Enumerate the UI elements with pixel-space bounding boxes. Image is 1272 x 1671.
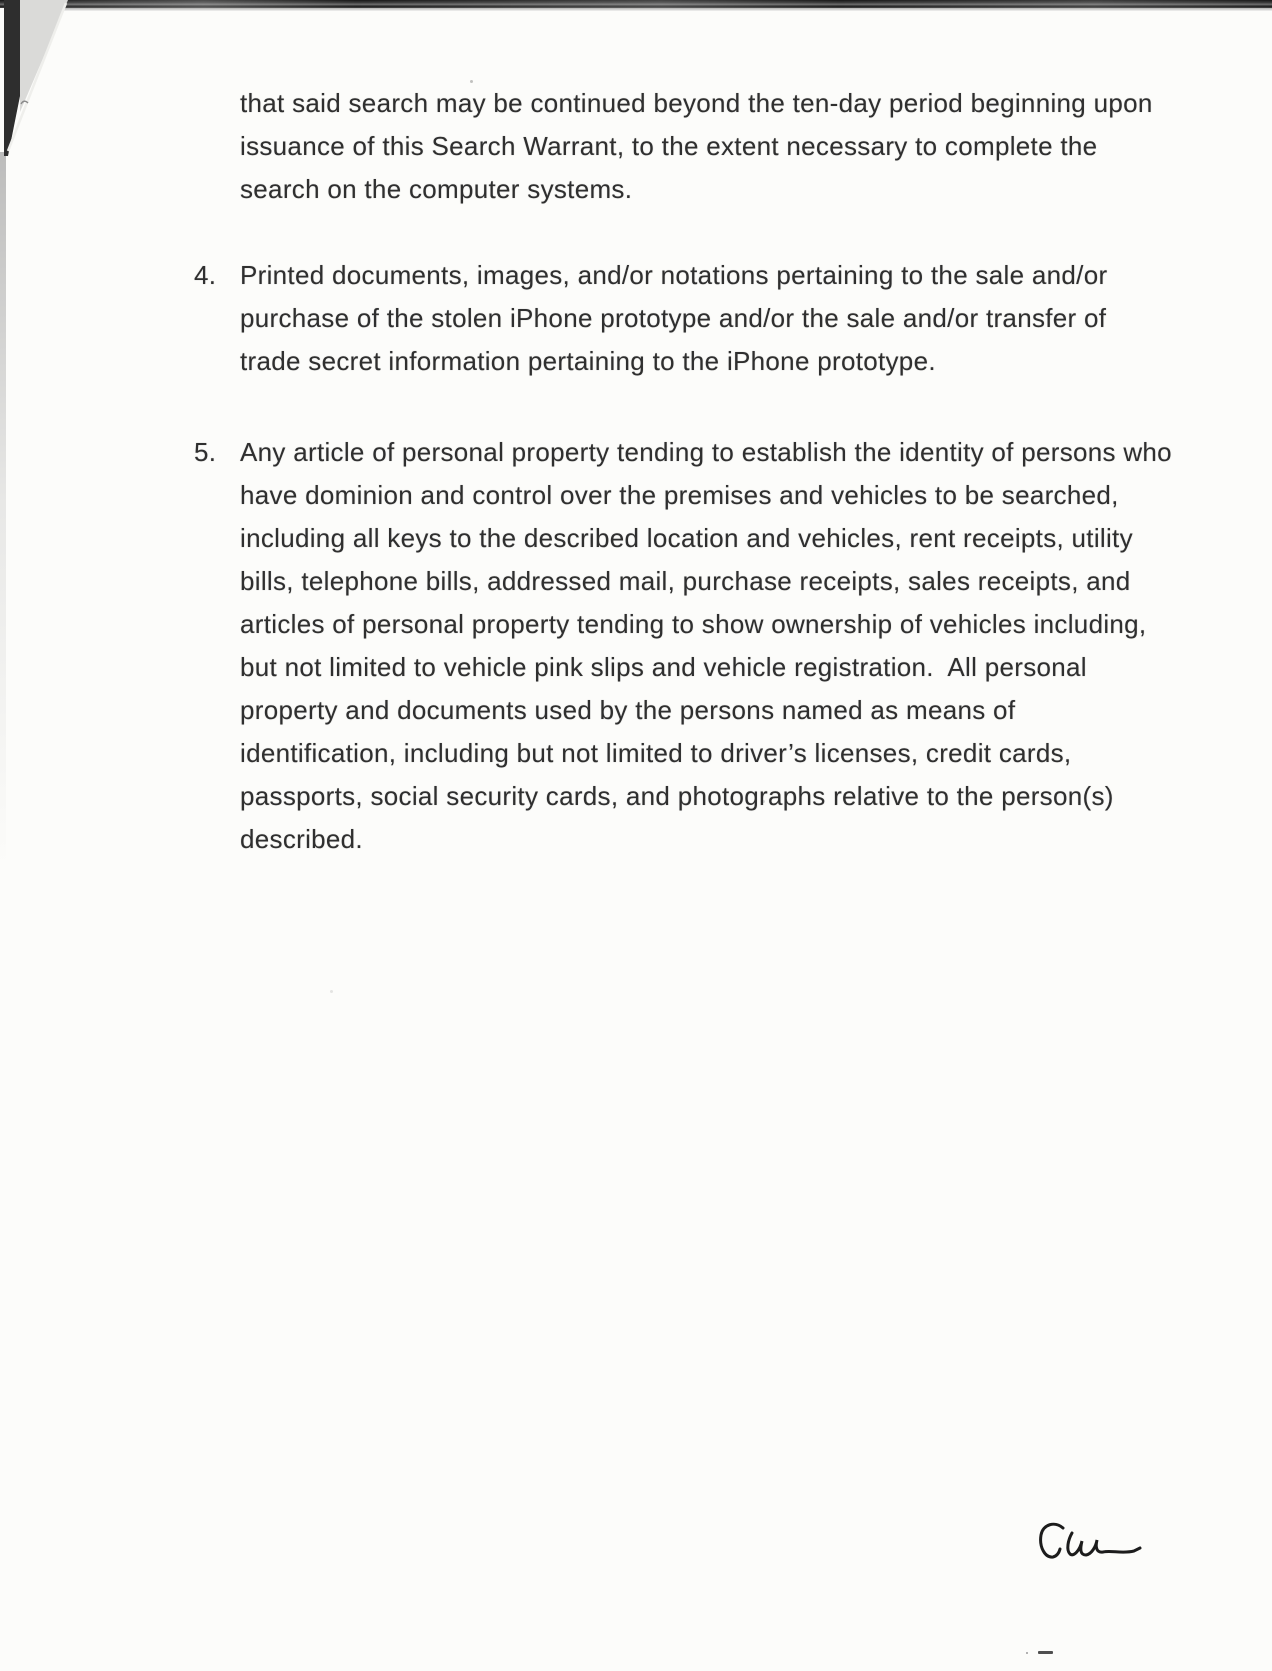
paragraph-lines <box>240 254 1107 383</box>
text-line: issuance of this Search Warrant, to the extent necessary to complete the <box>240 131 1098 161</box>
item-number: 5. <box>194 437 217 467</box>
text-line: purchase of the stolen iPhone prototype and/or the sale and/or transfer of <box>240 303 1107 333</box>
scan-left-edge-shadow <box>0 152 6 932</box>
item-number: 4. <box>194 260 217 290</box>
text-line: passports, social security cards, and photographs relative to the person(s) <box>240 781 1114 811</box>
text-line: bills, telephone bills, addressed mail, purchase receipts, sales receipts, and <box>240 566 1131 596</box>
scan-speck <box>330 990 333 993</box>
scan-top-edge-artifact <box>0 0 1272 8</box>
text-line: Printed documents, images, and/or notations pertaining to the sale and/or <box>240 260 1108 290</box>
pen-dot-mark <box>1026 1652 1028 1654</box>
pen-dash-mark <box>1038 1651 1053 1654</box>
text-line: trade secret information pertaining to the iPhone prototype. <box>240 346 936 376</box>
text-line: property and documents used by the persons named as means of <box>240 695 1016 725</box>
page-corner-fold-artifact <box>0 0 124 218</box>
text-line: described. <box>240 824 363 854</box>
text-line: search on the computer systems. <box>240 174 633 204</box>
text-line: including all keys to the described location and vehicles, rent receipts, utility <box>240 523 1133 553</box>
paragraph-lines <box>240 431 1172 861</box>
text-line: that said search may be continued beyond the ten-day period beginning upon <box>240 88 1153 118</box>
text-line: articles of personal property tending to show ownership of vehicles including, <box>240 609 1147 639</box>
text-line: identification, including but not limited to driver’s licenses, credit cards, <box>240 738 1072 768</box>
scan-top-edge-shadow <box>58 8 1272 11</box>
paragraph-lines <box>240 82 1153 211</box>
text-line: but not limited to vehicle pink slips and vehicle registration. All personal <box>240 652 1087 682</box>
handwritten-initials <box>1030 1517 1146 1569</box>
text-line: Any article of personal property tending to establish the identity of persons who <box>240 437 1172 467</box>
text-line: have dominion and control over the premises and vehicles to be searched, <box>240 480 1119 510</box>
